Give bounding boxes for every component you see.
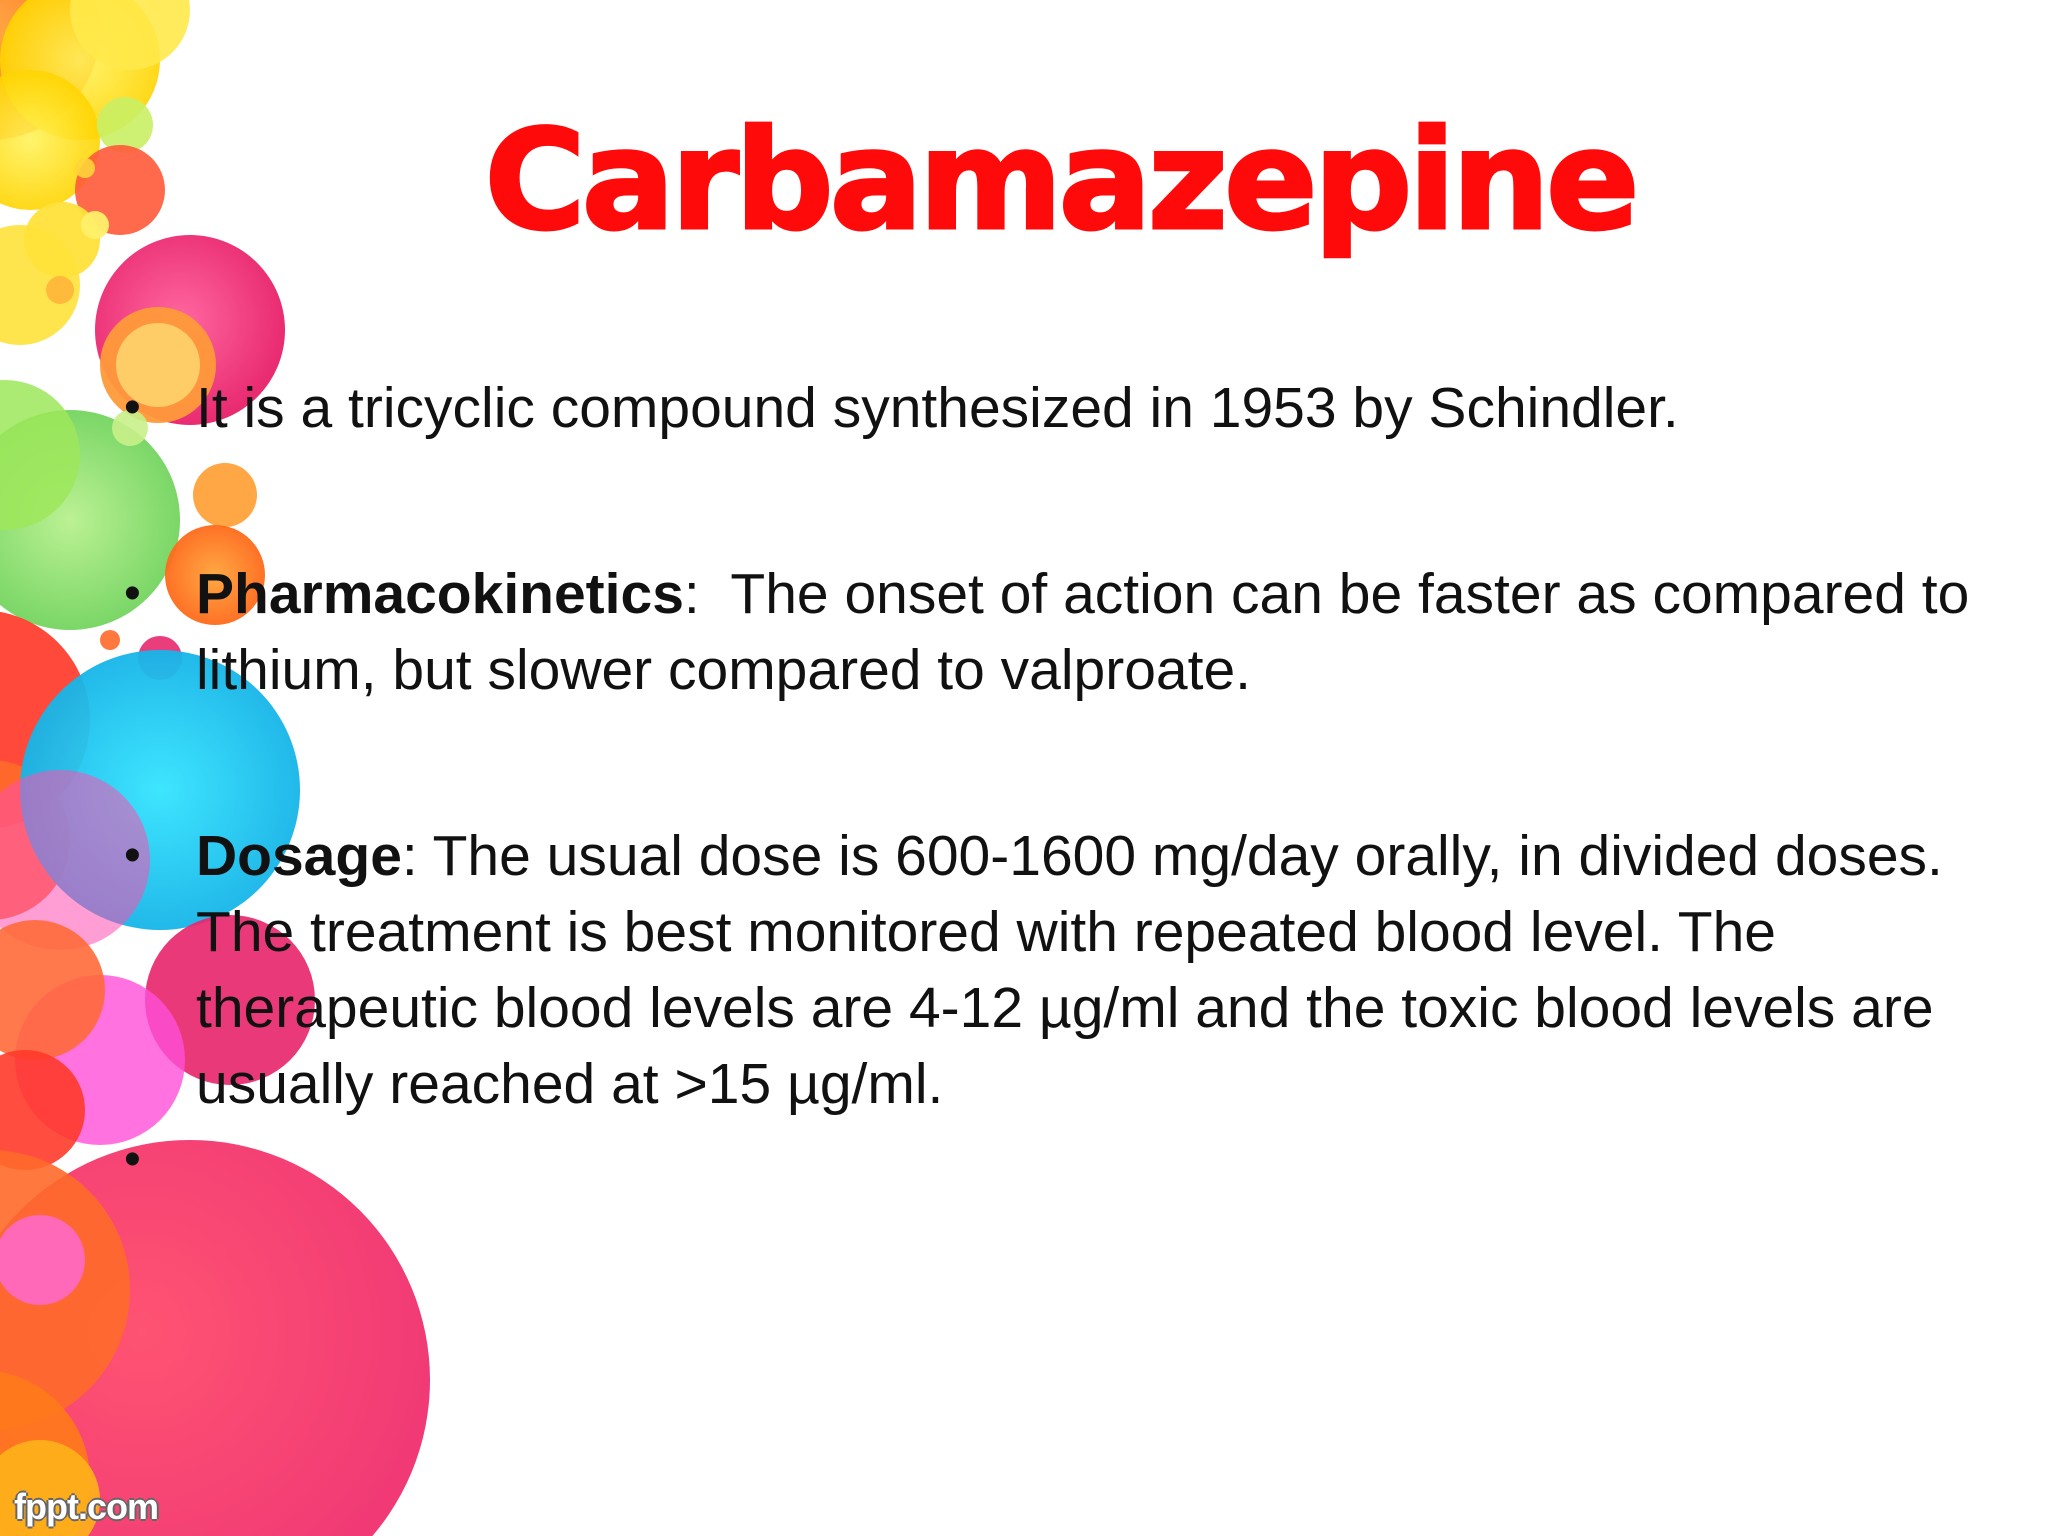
bullet-dot-icon: • — [124, 567, 141, 620]
bullet-separator: : — [683, 562, 731, 626]
fppt-logo: fppt.com — [14, 1486, 158, 1527]
bullet-list — [120, 370, 1980, 1198]
bullet-term: Dosage — [196, 824, 402, 888]
bullet-dot-icon: • — [124, 381, 141, 434]
slide-title: Carbamazepine — [484, 100, 1636, 261]
bullet-item — [120, 818, 1980, 1122]
bullet-dot-icon: • — [124, 829, 141, 882]
bullet-separator: : — [401, 824, 433, 888]
bullet-item — [120, 556, 1980, 708]
bullet-item — [120, 370, 1980, 446]
bullet-text: The usual dose is 600-1600 mg/day orally, in divided doses. The treatment is best monitored with repeated blood level. The therapeutic blood levels are 4-12 µg/ml and the toxic blood levels are usually reached at >15 µg/ml. — [196, 824, 1943, 1116]
bullet-term: Pharmacokinetics — [196, 562, 684, 626]
bullet-item-empty — [120, 1122, 1980, 1198]
bullet-text: It is a tricyclic compound synthesized in 1953 by Schindler. — [196, 376, 1679, 440]
bullet-dot-icon: • — [124, 1133, 141, 1186]
bullet-text: The onset of action can be faster as compared to lithium, but slower compared to valproate. — [196, 562, 1970, 702]
